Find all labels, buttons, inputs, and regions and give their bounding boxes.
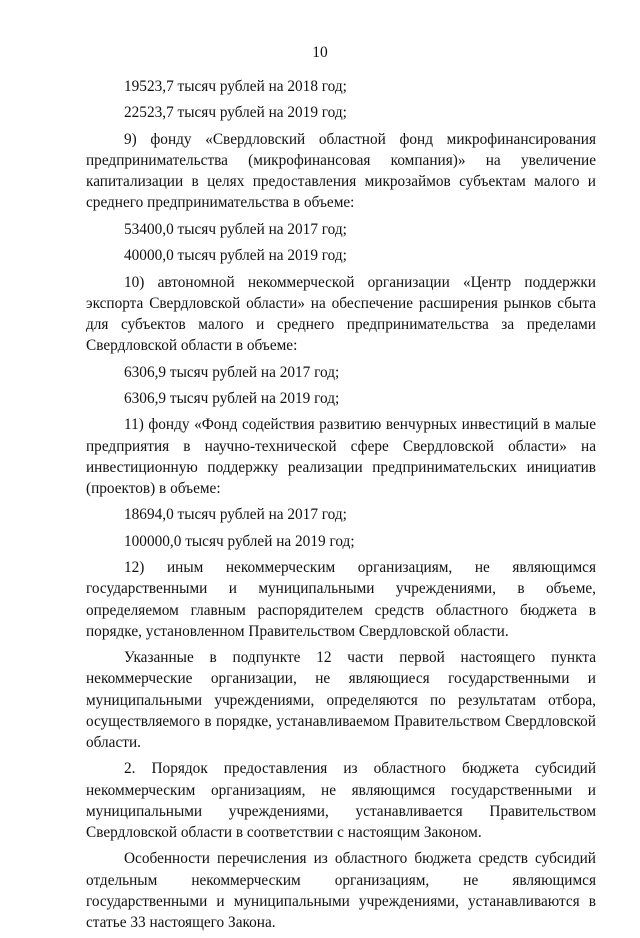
paragraph-selection-note: Указанные в подпункте 12 части первой настоящего пункта некоммерческие организации, не являющиеся государственными и муниципальными учреждениями, определяются по результатам отбора, осуществляемого в порядке, устанавливаемом Правительством Свердловской области. <box>86 649 596 751</box>
item-11-venture-fund: 11) фонду «Фонд содействия развитию венчурных инвестиций в малые предприятия в научно-технической сфере Свердловской области» на инвестиционную поддержку реализации предпринимательских инициатив (проектов) в объеме: <box>86 416 596 497</box>
amount-2019: 22523,7 тысяч рублей на 2019 год; <box>124 104 347 122</box>
amount-2019: 40000,0 тысяч рублей на 2019 год; <box>124 247 347 265</box>
document-body <box>86 76 596 938</box>
amount-2017: 6306,9 тысяч рублей на 2017 год; <box>124 363 340 381</box>
paragraph-transfer-specifics: Особенности перечисления из областного бюджета средств субсидий отдельным некоммерческим организациям, не являющимся государственными и муниципальными учреждениями, устанавливаются в статье 33 настоящего Закона. <box>86 850 596 931</box>
amount-2019: 6306,9 тысяч рублей на 2019 год; <box>124 389 340 407</box>
item-10-export-center: 10) автономной некоммерческой организации «Центр поддержки экспорта Свердловской области» на обеспечение расширения рынков сбыта для субъектов малого и среднего предпринимательства за пределами Свердловской области в объеме: <box>86 273 596 355</box>
amount-2018: 19523,7 тысяч рублей на 2018 год; <box>124 78 347 95</box>
amount-2017: 53400,0 тысяч рублей на 2017 год; <box>124 220 347 238</box>
clause-2-procedure: 2. Порядок предоставления из областного бюджета субсидий некоммерческим организациям, не являющимся государственными и муниципальными учреждениями, устанавливается Правительством Свердловской области в соответствии с настоящим Законом. <box>86 760 596 841</box>
amount-2019: 100000,0 тысяч рублей на 2019 год; <box>124 532 355 550</box>
item-9-microfinance-fund: 9) фонду «Свердловский областной фонд микрофинансирования предпринимательства (микрофинансовая компания)» на увеличение капитализации в целях предоставления микрозаймов субъектам малого и среднего предпринимательства в объеме: <box>86 130 596 212</box>
item-12-other-organizations: 12) иным некоммерческим организациям, не являющимся государственными и муниципальными учреждениями, в объеме, определяемом главным распорядителем средств областного бюджета в порядке, установленном Правительством Свердловской области. <box>86 559 596 640</box>
page-number: 10 <box>312 44 328 61</box>
amount-2017: 18694,0 тысяч рублей на 2017 год; <box>124 506 347 524</box>
